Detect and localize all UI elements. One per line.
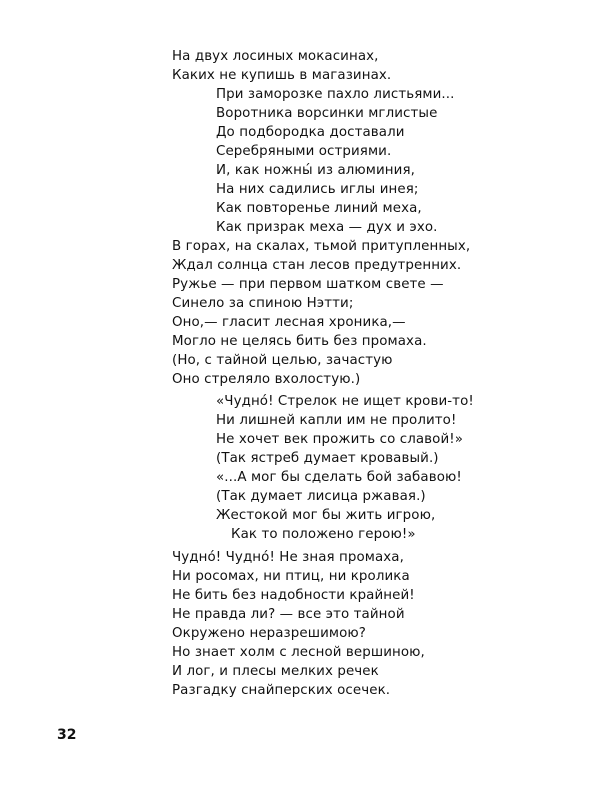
poem-line: Могло не целясь бить без промаха. [172,334,427,349]
poem-line: Разгадку снайперских осечек. [172,683,391,698]
poem-line: Ни росомах, ни птиц, ни кролика [172,569,410,584]
poem-line: В горах, на скалах, тьмой притупленных, [172,239,471,254]
poem-line: Жестокой мог бы жить игрою, [216,508,436,523]
poem-line: Не хочет век прожить со славой!» [216,432,464,447]
poem-line: И лог, и плесы мелких речек [172,664,379,679]
poem-line: На двух лосиных мокасинах, [172,49,379,64]
poem-line: При заморозке пахло листьями... [216,87,455,102]
page-number: 32 [57,727,77,743]
poem-line: Оно,— гласит лесная хроника,— [172,315,406,330]
poem-line: Как призрак меха — дух и эхо. [216,220,438,235]
poem-line: Как то положено герою!» [231,527,416,542]
poem-line: На них садились иглы инея; [216,182,419,197]
poem-line: Оно стреляло вхолостую.) [172,372,361,387]
poem-line: И, как ножны́ из алюминия, [216,163,415,178]
poem-line: Чудно́! Чудно́! Не зная промаха, [172,550,404,565]
poem-line: «...А мог бы сделать бой забавою! [216,470,462,485]
poem-line: Ждал солнца стан лесов предутренних. [172,258,462,273]
poem-line: Ружье — при первом шатком свете — [172,277,444,292]
poem-line: Синело за спиною Нэтти; [172,296,354,311]
poem-line: Каких не купишь в магазинах. [172,68,392,83]
poem-line: (Так думает лисица ржавая.) [216,489,426,504]
poem-line: Окружено неразрешимою? [172,626,366,641]
poem-line: Как повторенье линий меха, [216,201,422,216]
poem-line: Ни лишней капли им не пролито! [216,413,457,428]
poem-line: Но знает холм с лесной вершиною, [172,645,425,660]
poem-line: Серебряными остриями. [216,144,392,159]
poem-line: До подбородка доставали [216,125,405,140]
poem-line: Не бить без надобности крайней! [172,588,415,603]
poem-line: (Но, с тайной целью, зачастую [172,353,393,368]
poem-line: Не правда ли? — все это тайной [172,607,405,622]
poem-line: Воротника ворсинки мглистые [216,106,438,121]
poem-line: «Чудно́! Стрелок не ищет крови-то! [216,394,474,409]
poem-line: (Так ястреб думает кровавый.) [216,451,439,466]
